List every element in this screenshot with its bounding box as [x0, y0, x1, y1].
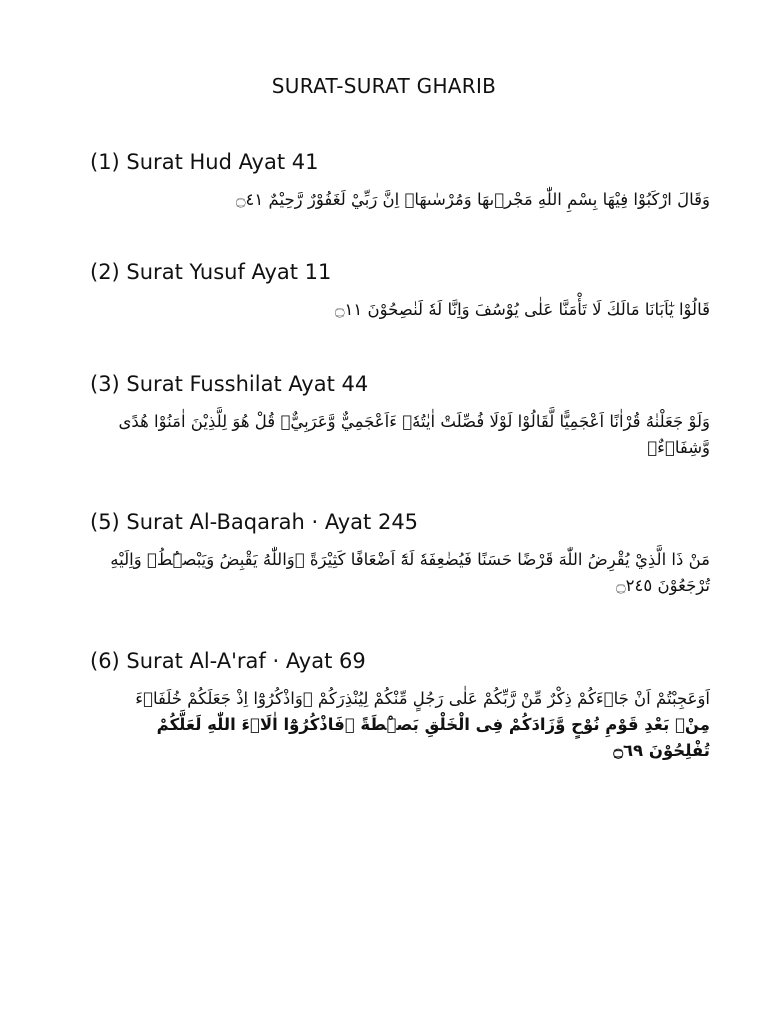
- section-al-araf-69: [90, 648, 710, 764]
- arabic-verse: مَنْ ذَا الَّذِيْ يُقْرِضُ اللّٰهَ قَرْضًا حَسَنًا فَيُضٰعِفَهٗ لَهٗٓ اَضْعَافًا كَثِيْرَةً ۗوَاللّٰهُ يَقْبِضُ وَيَبْصُۣطُۖ وَاِلَيْهِ تُرْجَعُوْنَ ۝٢٤٥: [110, 550, 710, 595]
- section-yusuf-11: [90, 259, 710, 323]
- arabic-verse: قَالُوْا يٰٓاَبَانَا مَالَكَ لَا تَأْمَنَّا عَلٰى يُوْسُفَ وَاِنَّا لَهٗ لَنٰصِحُوْنَ ۝١١: [334, 300, 710, 319]
- section-heading: (1) Surat Hud Ayat 41: [90, 150, 319, 174]
- arabic-verse-line-1: اَوَعَجِبْتُمْ اَنْ جَاۤءَكُمْ ذِكْرٌ مِّنْ رَّبِّكُمْ عَلٰى رَجُلٍ مِّنْكُمْ لِيُنْذِرَكُمْ ۗوَاذْكُرُوْٓا اِذْ جَعَلَكُمْ خُلَفَاۤءَ: [135, 689, 710, 708]
- arabic-verse: وَقَالَ ارْكَبُوْا فِيْهَا بِسْمِ اللّٰهِ مَجْرٖىهَا وَمُرْسٰىهَاۗ اِنَّ رَبِّيْ لَغَفُوْرٌ رَّحِيْمٌ ۝٤١: [235, 190, 710, 209]
- section-al-baqarah-245: [90, 509, 710, 599]
- section-heading: (5) Surat Al-Baqarah · Ayat 245: [90, 510, 419, 534]
- section-heading: (6) Surat Al-A'raf · Ayat 69: [90, 649, 366, 673]
- arabic-verse: [108, 686, 710, 764]
- section-heading: (2) Surat Yusuf Ayat 11: [90, 260, 332, 284]
- page-title: SURAT-SURAT GHARIB: [271, 74, 497, 98]
- section-hud-41: [90, 149, 710, 213]
- section-fusshilat-44: [90, 371, 710, 461]
- section-heading: (3) Surat Fusshilat Ayat 44: [90, 372, 369, 396]
- arabic-verse: وَلَوْ جَعَلْنٰهُ قُرْاٰنًا اَعْجَمِيًّا لَّقَالُوْا لَوْلَا فُصِّلَتْ اٰيٰتُهٗۗ ءَاَعْجَمِيٌّ وَّعَرَبِيٌّۗ قُلْ هُوَ لِلَّذِيْنَ اٰمَنُوْا هُدًى وَّشِفَاۤءٌۗ: [118, 412, 710, 457]
- arabic-verse-line-2: مِنْۢ بَعْدِ قَوْمِ نُوْحٍ وَّزَادَكُمْ فِى الْخَلْقِ بَصْۣطَةً ۚفَاذْكُرُوْٓا اٰلَاۤءَ اللّٰهِ لَعَلَّكُمْ تُفْلِحُوْنَ ۝٦٩: [156, 715, 710, 760]
